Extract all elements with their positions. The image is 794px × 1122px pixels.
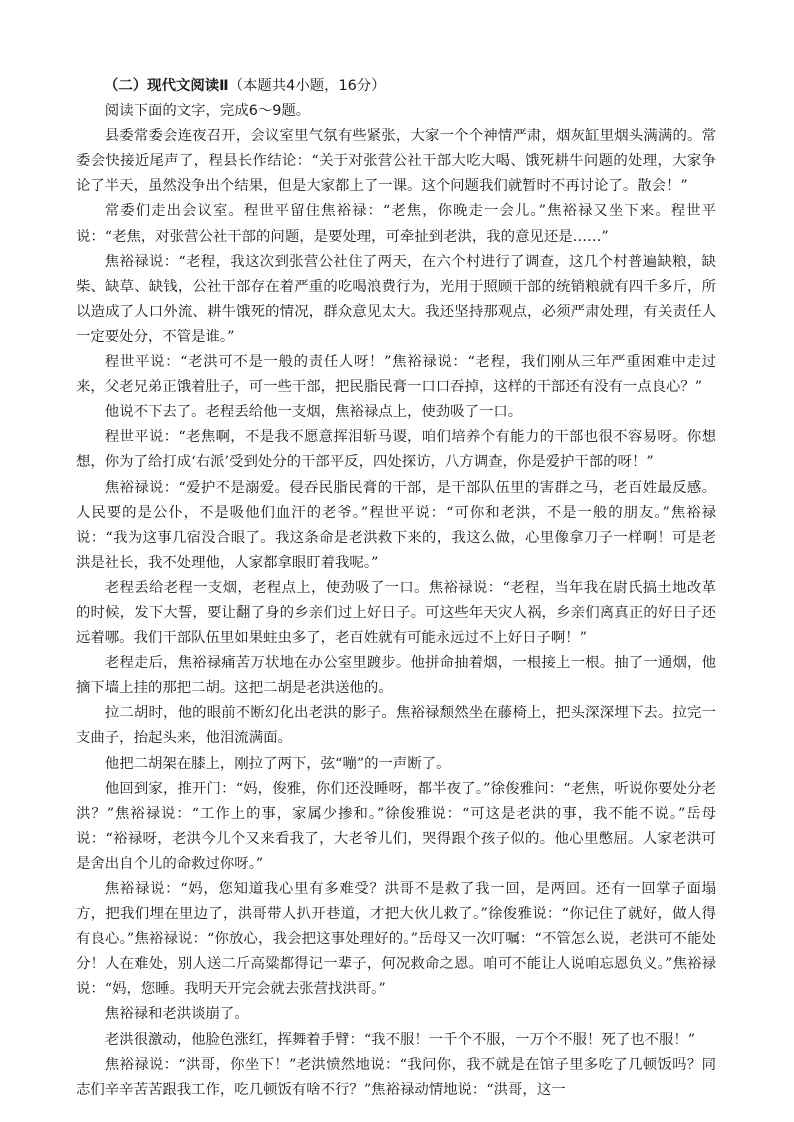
reading-instruction: 阅读下面的文字，完成6～9题。 — [104, 103, 311, 120]
section-note: （本题共4小题，16分） — [228, 78, 386, 94]
paragraph: 焦裕禄和老洪谈崩了。 — [104, 1006, 249, 1023]
paragraph: 焦裕禄说：“洪哥，你坐下！”老洪愤然地说：“我问你，我不就是在馆子里多吃了几顿饭吗？同志们辛辛苦苦跟我工作，吃几顿饭有啥不行？”焦裕禄动情地说：“洪哥，这一 — [76, 1056, 716, 1098]
paragraph: 程世平说：“老焦啊，不是我不愿意挥泪斩马谡，咱们培养个有能力的干部也很不容易呀。你想想，你为了给打成‘右派’受到处分的干部平反，四处探访，八方调查，你是爱护干部的呀！” — [76, 429, 716, 471]
paragraph: 焦裕禄说：“爱护不是溺爱。侵吞民脂民膏的干部，是干部队伍里的害群之马，老百姓最反感。人民要的是公仆，不是吸他们血汗的老爷。”程世平说：“可你和老洪，不是一般的朋友。”焦裕禄说：“我为这事几宿没合眼了。我这条命是老洪救下来的，我这么做，心里像拿刀子一样啊！可是老洪是社长，我不处理他，人家都拿眼盯着我呢。” — [76, 479, 716, 571]
paragraph: 他说不下去了。老程丢给他一支烟，焦裕禄点上，使劲吸了一口。 — [104, 404, 523, 421]
paragraph: 他回到家，推开门：“妈，俊雅，你们还没睡呀，都半夜了。”徐俊雅问：“老焦，听说你要处分老洪？”焦裕禄说：“工作上的事，家属少掺和。”徐俊雅说：“可这是老洪的事，我不能不说。”岳母说：“裕禄呀，老洪今儿个又来看我了，大老爷儿们，哭得跟个孩子似的。他心里憋屈。人家老洪可是舍出自个儿的命救过你呀。” — [76, 780, 716, 872]
paragraph: 老程丢给老程一支烟，老程点上，使劲吸了一口。焦裕禄说：“老程，当年我在尉氏搞土地改革的时候，发下大誓，要让翻了身的乡亲们过上好日子。可这些年天灾人祸，乡亲们离真正的好日子还远着哪。我们干部队伍里如果蛀虫多了，老百姓就有可能永远过不上好日子啊！” — [76, 579, 716, 647]
paragraph: 程世平说：“老洪可不是一般的责任人呀！”焦裕禄说：“老程，我们刚从三年严重困难中走过来，父老兄弟正饿着肚子，可一些干部，把民脂民膏一口口吞掉，这样的干部还有没有一点良心？” — [76, 354, 716, 396]
paragraph: 他把二胡架在膝上，刚拉了两下，弦“嘣”的一声断了。 — [104, 755, 451, 772]
paragraph: 拉二胡时，他的眼前不断幻化出老洪的影子。焦裕禄颓然坐在藤椅上，把头深深埋下去。拉完一支曲子，抬起头来，他泪流满面。 — [76, 705, 716, 747]
paragraph: 焦裕禄说：“老程，我这次到张营公社住了两天，在六个村进行了调查，这几个村普遍缺粮，缺柴、缺草、缺钱，公社干部存在着严重的吃喝浪费行为，光用于照顾干部的统销粮就有四千多斤，所以造成了人口外流、耕牛饿死的情况，群众意见太大。我还坚持那观点，必须严肃处理，有关责任人一定要处分，不管是谁。” — [76, 253, 716, 345]
paragraph: 县委常委会连夜召开，会议室里气氛有些紧张，大家一个个神情严肃，烟灰缸里烟头满满的。常委会快接近尾声了，程县长作结论：“关于对张营公社干部大吃大喝、饿死耕牛问题的处理，大家争论了半天，虽然没争出个结果，但是大家都上了一课。这个问题我们就暂时不再讨论了。散会！” — [76, 128, 716, 195]
section-heading — [76, 74, 716, 99]
paragraph: 焦裕禄说：“妈，您知道我心里有多难受？洪哥不是救了我一回，是两回。还有一回掌子面塌方，把我们埋在里边了，洪哥带人扒开巷道，才把大伙儿救了。”徐俊雅说：“你记住了就好，做人得有良心。”焦裕禄说：“你放心，我会把这事处理好的。”岳母又一次叮嘱：“不管怎么说，老洪可不能处分！人在难处，别人送二斤高粱都得记一辈子，何况救命之恩。咱可不能让人说咱忘恩负义。”焦裕禄说：“妈，您睡。我明天开完会就去张营找洪哥。” — [76, 881, 716, 998]
paragraph: 老洪很激动，他脸色涨红，挥舞着手臂：“我不服！一千个不服，一万个不服！死了也不服！” — [104, 1031, 696, 1048]
paragraph: 常委们走出会议室。程世平留住焦裕禄：“老焦，你晚走一会儿。”焦裕禄又坐下来。程世平说：“老焦，对张营公社干部的问题，是要处理，可牵扯到老洪，我的意见还是……” — [76, 203, 716, 245]
paragraph: 老程走后，焦裕禄痛苦万状地在办公室里踱步。他拼命抽着烟，一根接上一根。抽了一通烟，他摘下墙上挂的那把二胡。这把二胡是老洪送他的。 — [76, 655, 716, 697]
section-title: （二）现代文阅读Ⅱ — [104, 78, 229, 94]
document-page — [76, 74, 716, 1103]
